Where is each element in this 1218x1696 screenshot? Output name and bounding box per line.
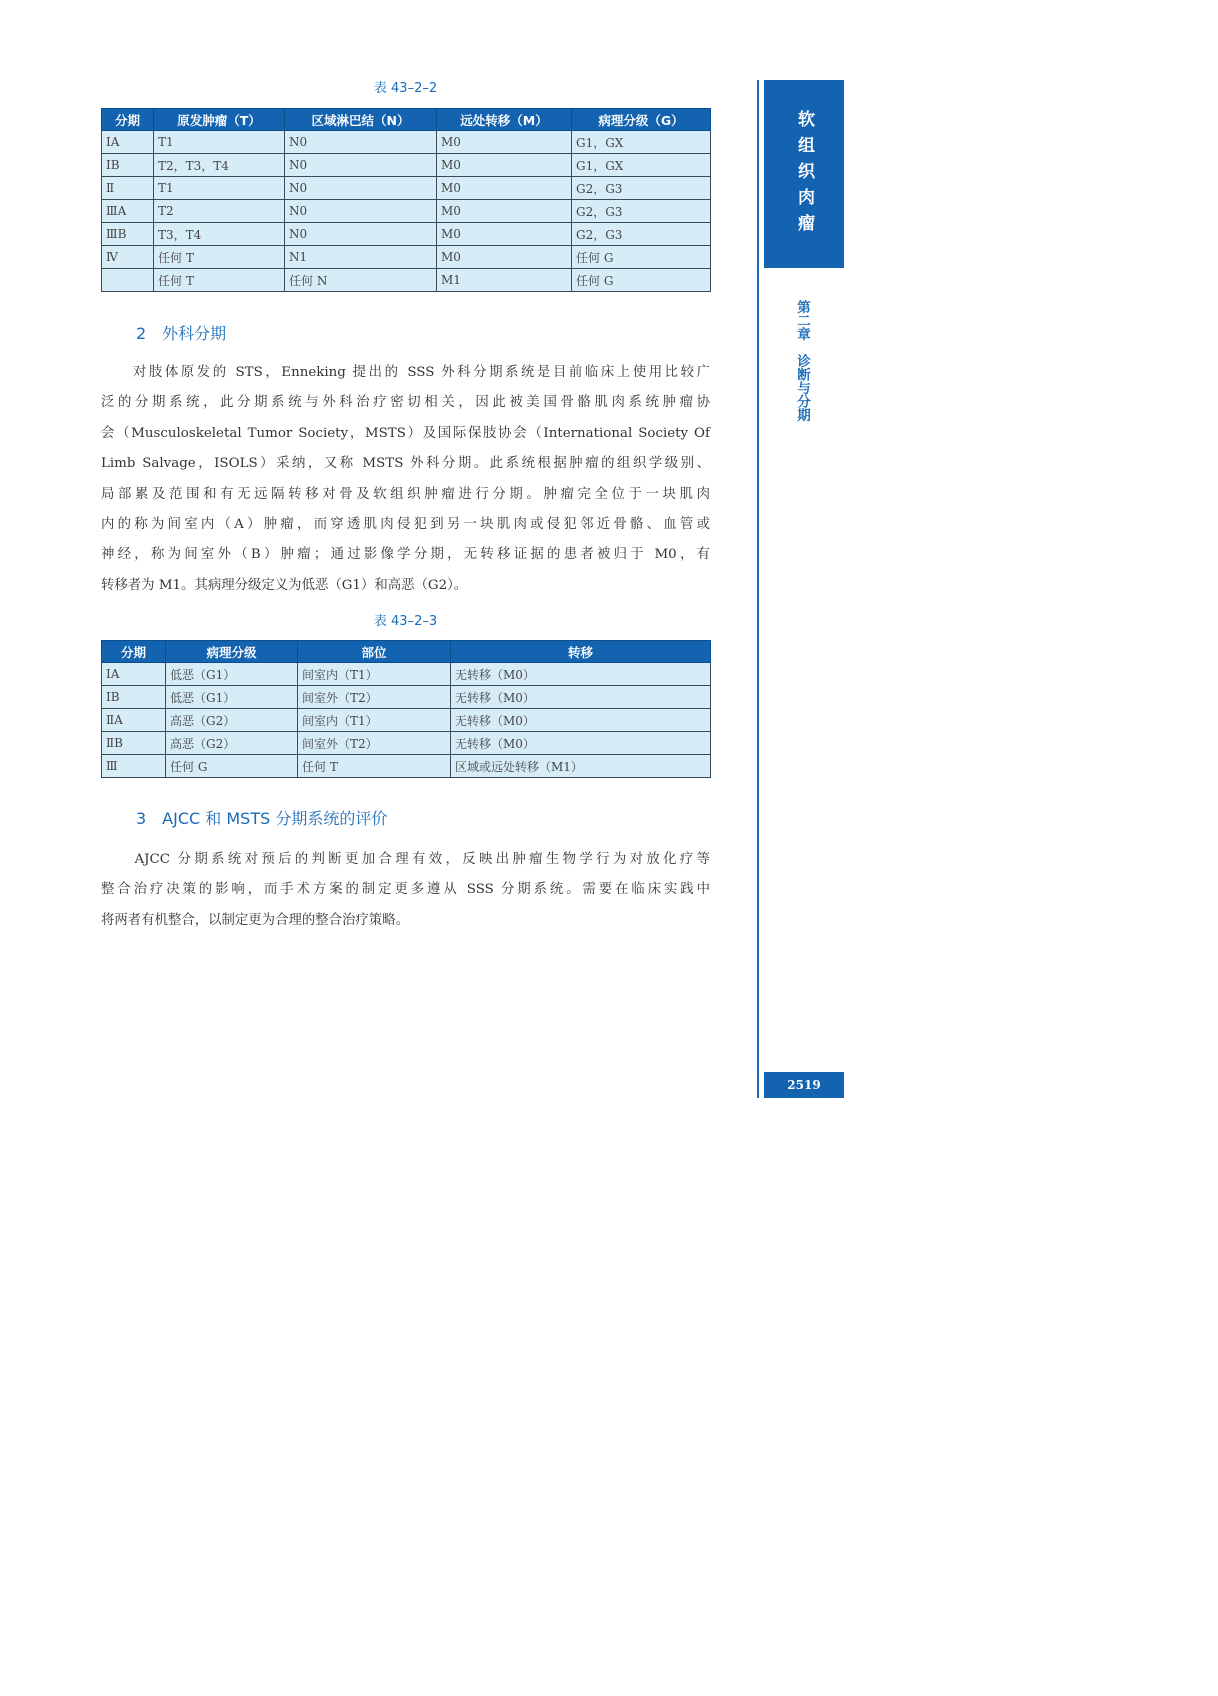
table-row [102, 732, 711, 755]
table-cell: ⅠB [102, 686, 166, 709]
table-cell: 任何 T [154, 269, 285, 292]
table-cell: Ⅳ [102, 246, 154, 269]
text-line: 神经，称为间室外（B）肿瘤；通过影像学分期，无转移证据的患者被归于 M0，有 [101, 547, 710, 563]
section2-paragraph [101, 358, 710, 601]
table-row [102, 154, 711, 177]
table-cell: 低恶（G1） [166, 686, 298, 709]
table-cell: G2，G3 [572, 223, 711, 246]
table-cell: 任何 T [298, 755, 451, 778]
table-cell: 间室外（T2） [298, 686, 451, 709]
table-cell: N0 [285, 131, 437, 154]
table-cell: G1，GX [572, 131, 711, 154]
column-header: 病理分级 [166, 641, 298, 663]
column-header: 分期 [102, 641, 166, 663]
table-cell: N0 [285, 223, 437, 246]
table-cell: N0 [285, 200, 437, 223]
page-number: 2519 [764, 1072, 844, 1098]
table-cell: ⅢB [102, 223, 154, 246]
column-header: 远处转移（M） [437, 109, 572, 131]
table-cell: G1，GX [572, 154, 711, 177]
table-cell: T1 [154, 177, 285, 200]
table-cell: M1 [437, 269, 572, 292]
table-cell: 任何 T [154, 246, 285, 269]
text-line: 泛的分期系统，此分期系统与外科治疗密切相关，因此被美国骨骼肌肉系统肿瘤协 [101, 395, 710, 411]
text-line: 局部累及范围和有无远隔转移对骨及软组织肿瘤进行分期。肿瘤完全位于一块肌肉 [101, 486, 710, 502]
table-cell: N0 [285, 154, 437, 177]
table-cell: 任何 G [572, 246, 711, 269]
table-cell: 任何 G [572, 269, 711, 292]
table-cell: ⅢA [102, 200, 154, 223]
table-row [102, 709, 711, 732]
table-cell: T1 [154, 131, 285, 154]
table-cell: 无转移（M0） [451, 732, 711, 755]
table-row [102, 269, 711, 292]
table-cell: T3，T4 [154, 223, 285, 246]
table-cell: 无转移（M0） [451, 663, 711, 686]
text-line: 对肢体原发的 STS，Enneking 提出的 SSS 外科分期系统是目前临床上使用比较广 [101, 365, 710, 380]
table-cell: 高恶（G2） [166, 732, 298, 755]
table-cell: Ⅱ [102, 177, 154, 200]
staging-table-ajcc [101, 108, 711, 292]
table-cell: ⅠA [102, 131, 154, 154]
section3-paragraph [101, 845, 710, 936]
table-cell: M0 [437, 246, 572, 269]
table-cell: M0 [437, 223, 572, 246]
table-cell: T2，T3，T4 [154, 154, 285, 177]
table-cell: T2 [154, 200, 285, 223]
table-cell: Ⅲ [102, 755, 166, 778]
table-cell: 任何 G [166, 755, 298, 778]
table-cell: ⅠB [102, 154, 154, 177]
table-cell: M0 [437, 177, 572, 200]
table-cell: 低恶（G1） [166, 663, 298, 686]
table-cell [102, 269, 154, 292]
table-row [102, 177, 711, 200]
text-line: 将两者有机整合，以制定更为合理的整合治疗策略。 [101, 912, 409, 928]
table-row [102, 663, 711, 686]
column-header: 转移 [451, 641, 711, 663]
text-line: 会（Musculoskeletal Tumor Society，MSTS）及国际保肢协会（International Society Of [101, 425, 710, 441]
column-header: 区域淋巴结（N） [285, 109, 437, 131]
table-row [102, 246, 711, 269]
table-cell: G2，G3 [572, 177, 711, 200]
column-header: 原发肿瘤（T） [154, 109, 285, 131]
text-line: 内的称为间室内（A）肿瘤，而穿透肌肉侵犯到另一块肌肉或侵犯邻近骨骼、血管或 [101, 516, 710, 532]
table-cell: N0 [285, 177, 437, 200]
column-header: 部位 [298, 641, 451, 663]
text-line: 整合治疗决策的影响，而手术方案的制定更多遵从 SSS 分期系统。需要在临床实践中 [101, 882, 710, 898]
section-heading-evaluation: 3 AJCC 和 MSTS 分期系统的评价 [136, 809, 388, 828]
section-tab-title: 软组织肉瘤 [794, 110, 814, 240]
column-header: 病理分级（G） [572, 109, 711, 131]
table-cell: 间室外（T2） [298, 732, 451, 755]
table-cell: 无转移（M0） [451, 686, 711, 709]
text-line: AJCC 分期系统对预后的判断更加合理有效，反映出肿瘤生物学行为对放化疗等 [101, 852, 710, 867]
table-row [102, 755, 711, 778]
table-cell: 间室内（T1） [298, 663, 451, 686]
text-line: Limb Salvage，ISOLS）采纳，又称 MSTS 外科分期。此系统根据肿瘤的组织学级别、 [101, 456, 710, 472]
table-cell: 间室内（T1） [298, 709, 451, 732]
margin-rule [757, 80, 759, 1098]
table-cell: 区域或远处转移（M1） [451, 755, 711, 778]
table-cell: G2，G3 [572, 200, 711, 223]
table-row [102, 200, 711, 223]
table2-caption: 表 43–2–3 [373, 614, 438, 629]
table-cell: 高恶（G2） [166, 709, 298, 732]
table-cell: M0 [437, 131, 572, 154]
table-cell: M0 [437, 154, 572, 177]
text-line: 转移者为 M1。其病理分级定义为低恶（G1）和高恶（G2）。 [101, 577, 468, 593]
table-cell: M0 [437, 200, 572, 223]
table-cell: ⅠA [102, 663, 166, 686]
table-cell: ⅡA [102, 709, 166, 732]
table-row [102, 223, 711, 246]
table1-caption: 表 43–2–2 [373, 81, 438, 96]
section-tab [764, 80, 844, 268]
section-heading-surgical-staging: 2 外科分期 [136, 324, 227, 343]
column-header: 分期 [102, 109, 154, 131]
chapter-label: 第二章 诊断与分期 [794, 300, 810, 422]
table-cell: N1 [285, 246, 437, 269]
table-row [102, 131, 711, 154]
table-cell: 无转移（M0） [451, 709, 711, 732]
table-cell: 任何 N [285, 269, 437, 292]
table-row [102, 686, 711, 709]
table-cell: ⅡB [102, 732, 166, 755]
table-header-row [102, 641, 711, 663]
staging-table-msts [101, 640, 711, 778]
table-header-row [102, 109, 711, 131]
